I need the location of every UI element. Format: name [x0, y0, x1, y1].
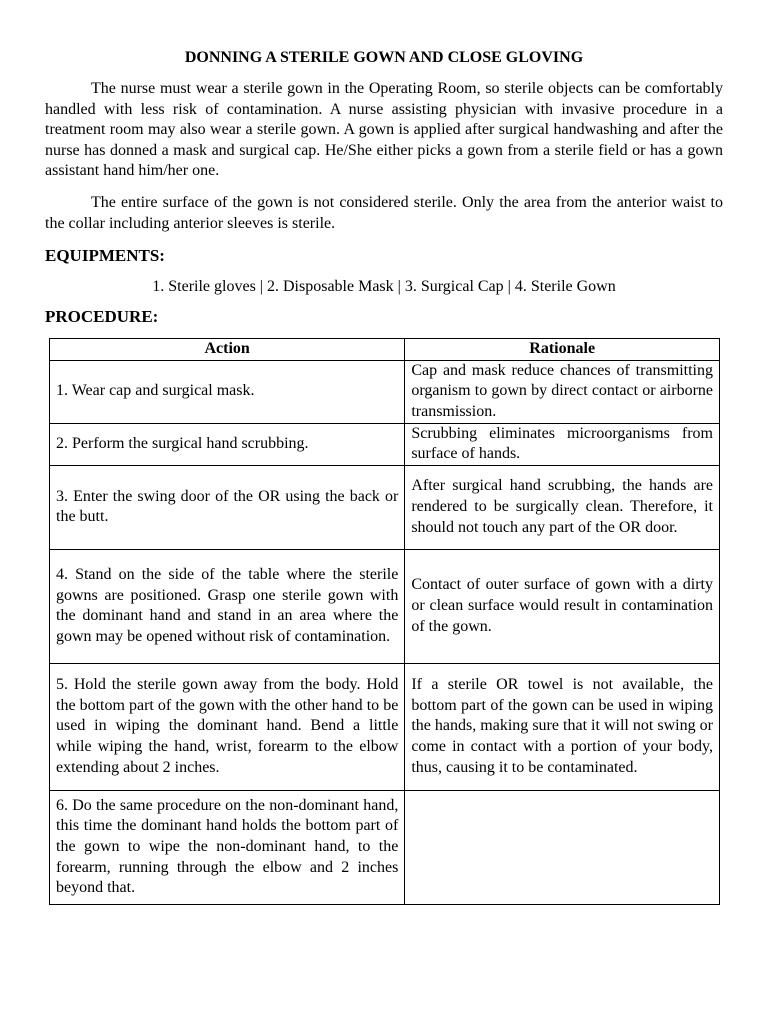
equipments-heading: EQUIPMENTS: — [45, 246, 165, 265]
action-cell: 2. Perform the surgical hand scrubbing. — [50, 423, 405, 465]
rationale-cell: If a sterile OR towel is not available, the bottom part of the gown can be used in wiping the hands, making sure that it will not swing or come in contact with a portion of your body, thus, causing it to be contaminated. — [405, 663, 720, 790]
action-cell: 1. Wear cap and surgical mask. — [50, 360, 405, 423]
table-row — [50, 423, 720, 465]
table-row — [50, 663, 720, 790]
intro-paragraph-2: The entire surface of the gown is not considered sterile. Only the area from the anterior waist to the collar including anterior sleeves is sterile. — [45, 194, 723, 232]
intro-paragraph-1: The nurse must wear a sterile gown in the Operating Room, so sterile objects can be comfortably handled with less risk of contamination. A nurse assisting physician with invasive procedure in a treatment room may also wear a sterile gown. A gown is applied after surgical handwashing and after the nurse has donned a mask and surgical cap. He/She either picks a gown from a sterile field or has a gown assistant hand him/her one. — [45, 80, 723, 180]
action-cell: 5. Hold the sterile gown away from the body. Hold the bottom part of the gown with the other hand to be used in wiping the dominant hand. Bend a little while wiping the hand, wrist, forearm to the elbow extending about 2 inches. — [50, 663, 405, 790]
page-title: DONNING A STERILE GOWN AND CLOSE GLOVING — [184, 49, 584, 66]
table-row — [50, 360, 720, 423]
rationale-cell — [405, 790, 720, 904]
procedure-heading: PROCEDURE: — [45, 307, 159, 326]
rationale-cell: Scrubbing eliminates microorganisms from surface of hands. — [405, 423, 720, 465]
table-row — [50, 790, 720, 904]
rationale-cell: Cap and mask reduce chances of transmitting organism to gown by direct contact or airborne transmission. — [405, 360, 720, 423]
column-header-action: Action — [50, 339, 405, 361]
procedure-table — [49, 338, 720, 905]
action-cell: 6. Do the same procedure on the non-dominant hand, this time the dominant hand holds the bottom part of the gown to wipe the non-dominant hand, to the forearm, running through the elbow and 2 inches beyond that. — [50, 790, 405, 904]
action-cell: 3. Enter the swing door of the OR using the back or the butt. — [50, 465, 405, 549]
table-row — [50, 465, 720, 549]
equipments-list: 1. Sterile gloves | 2. Disposable Mask | 3. Surgical Cap | 4. Sterile Gown — [152, 278, 616, 295]
action-cell: 4. Stand on the side of the table where the sterile gowns are positioned. Grasp one sterile gown with the dominant hand and stand in an area where the gown may be opened without risk of contamination. — [50, 549, 405, 663]
rationale-cell: After surgical hand scrubbing, the hands are rendered to be surgically clean. Therefore, it should not touch any part of the OR door. — [405, 465, 720, 549]
table-header-row — [50, 339, 720, 361]
table-row — [50, 549, 720, 663]
rationale-cell: Contact of outer surface of gown with a dirty or clean surface would result in contamination of the gown. — [405, 549, 720, 663]
column-header-rationale: Rationale — [405, 339, 720, 361]
